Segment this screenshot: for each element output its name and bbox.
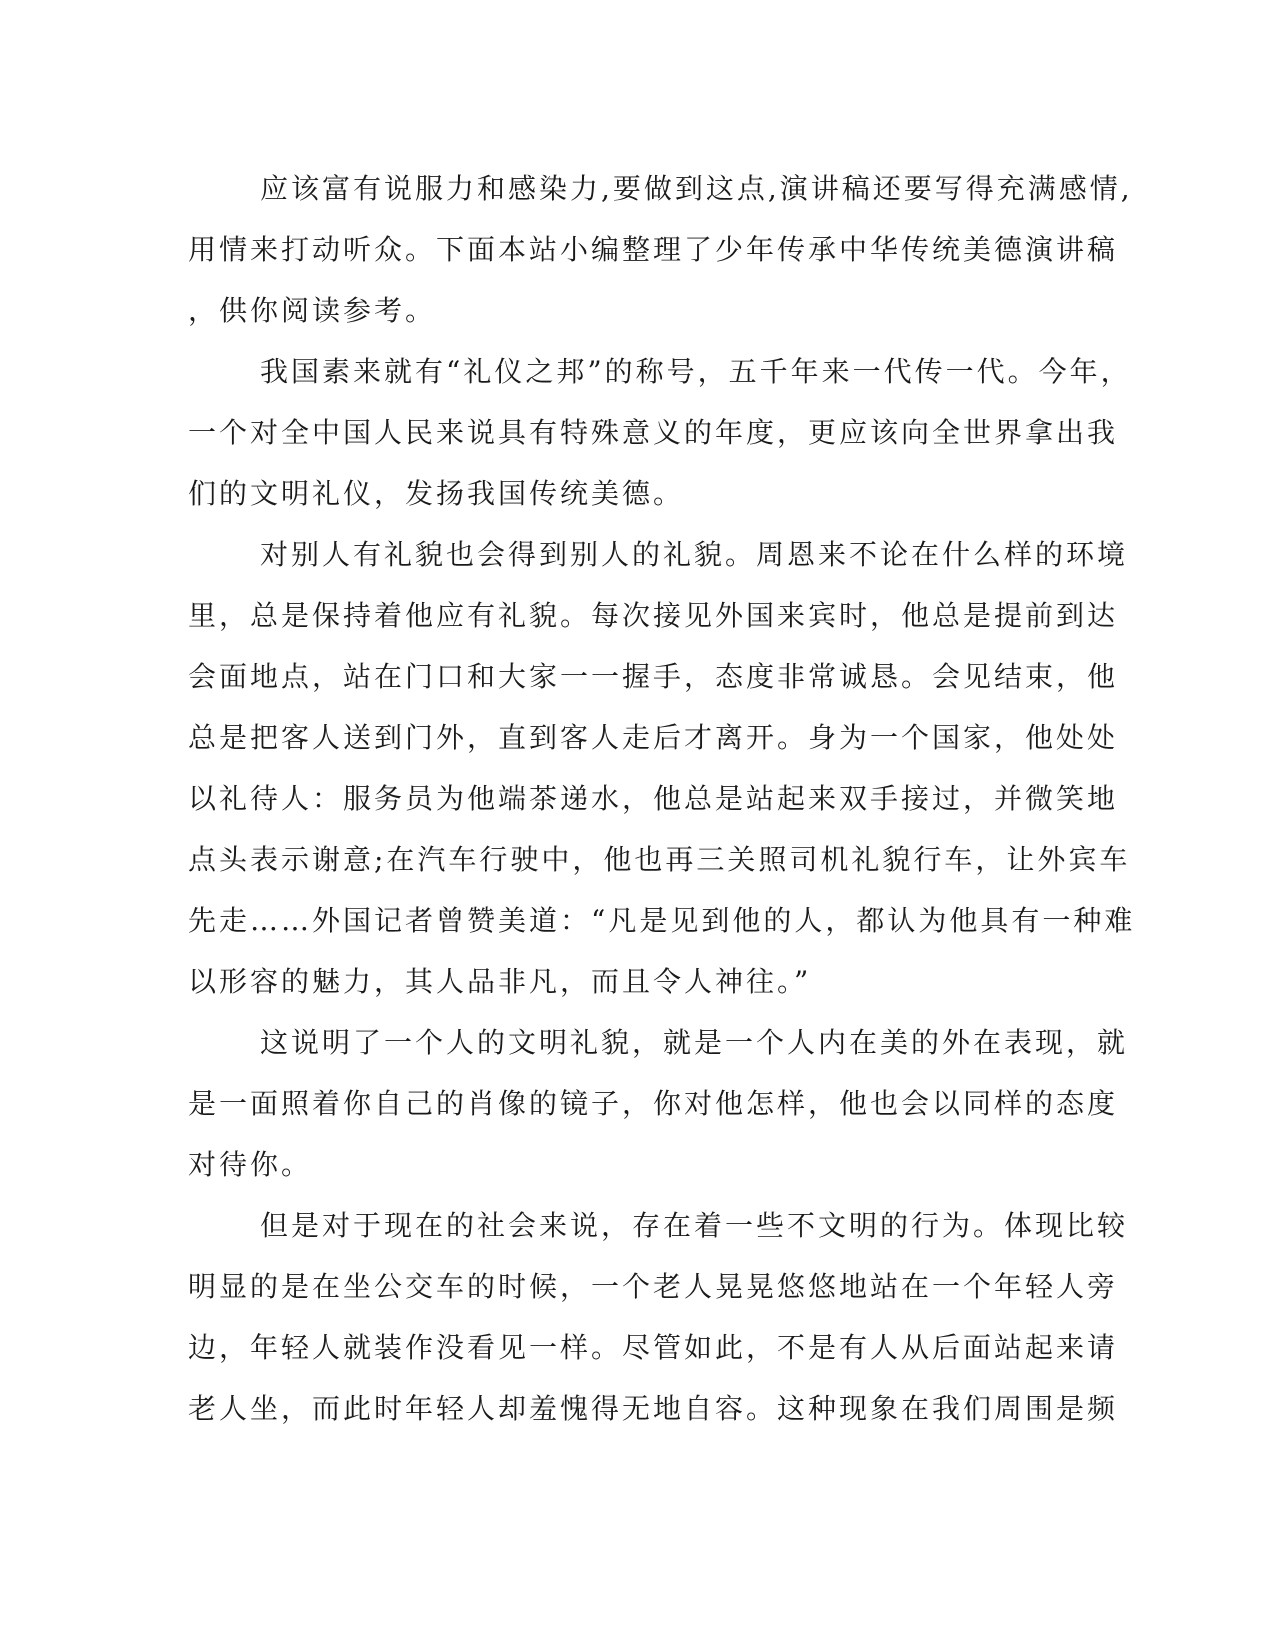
paragraph-uncivil-behavior: [188, 1195, 1129, 1439]
paragraph-mirror: [188, 1012, 1129, 1195]
text-line: 总是把客人送到门外，直到客人走后才离开。身为一个国家，他处处: [188, 721, 1119, 754]
text-line: 老人坐，而此时年轻人却羞愧得无地自容。这种现象在我们周围是频: [188, 1392, 1119, 1425]
text-line: 会面地点，站在门口和大家一一握手，态度非常诚恳。会见结束，他: [188, 660, 1119, 693]
paragraph-intro: [188, 158, 1133, 341]
paragraph-etiquette-nation: [188, 341, 1132, 524]
text-line: 是一面照着你自己的肖像的镜子，你对他怎样，他也会以同样的态度: [188, 1087, 1119, 1120]
document-body: [188, 158, 1136, 1439]
text-line: 边，年轻人就装作没看见一样。尽管如此，不是有人从后面站起来请: [188, 1331, 1119, 1364]
text-line: 我国素来就有“礼仪之邦”的称号，五千年来一代传一代。今年，: [260, 355, 1132, 388]
text-line: 对待你。: [188, 1148, 313, 1181]
text-line: ，供你阅读参考。: [188, 294, 437, 327]
text-line: 但是对于现在的社会来说，存在着一些不文明的行为。体现比较: [260, 1209, 1129, 1242]
text-line: 这说明了一个人的文明礼貌，就是一个人内在美的外在表现，就: [260, 1026, 1129, 1059]
text-line: 一个对全中国人民来说具有特殊意义的年度，更应该向全世界拿出我: [188, 416, 1119, 449]
text-line: 以形容的魅力，其人品非凡，而且令人神往。”: [188, 965, 812, 998]
text-line: 用情来打动听众。下面本站小编整理了少年传承中华传统美德演讲稿: [188, 233, 1119, 266]
text-line: 先走……外国记者曾赞美道：“凡是见到他的人，都认为他具有一种难: [188, 904, 1136, 937]
text-line: 们的文明礼仪，发扬我国传统美德。: [188, 477, 685, 510]
text-line: 以礼待人：服务员为他端茶递水，他总是站起来双手接过，并微笑地: [188, 782, 1119, 815]
text-line: 明显的是在坐公交车的时候，一个老人晃晃悠悠地站在一个年轻人旁: [188, 1270, 1119, 1303]
paragraph-zhou-enlai: [188, 524, 1136, 1012]
text-line: 应该富有说服力和感染力,要做到这点,演讲稿还要写得充满感情,: [260, 172, 1133, 205]
text-line: 对别人有礼貌也会得到别人的礼貌。周恩来不论在什么样的环境: [260, 538, 1129, 571]
text-line: 点头表示谢意;在汽车行驶中，他也再三关照司机礼貌行车，让外宾车: [188, 843, 1131, 876]
text-line: 里，总是保持着他应有礼貌。每次接见外国来宾时，他总是提前到达: [188, 599, 1119, 632]
